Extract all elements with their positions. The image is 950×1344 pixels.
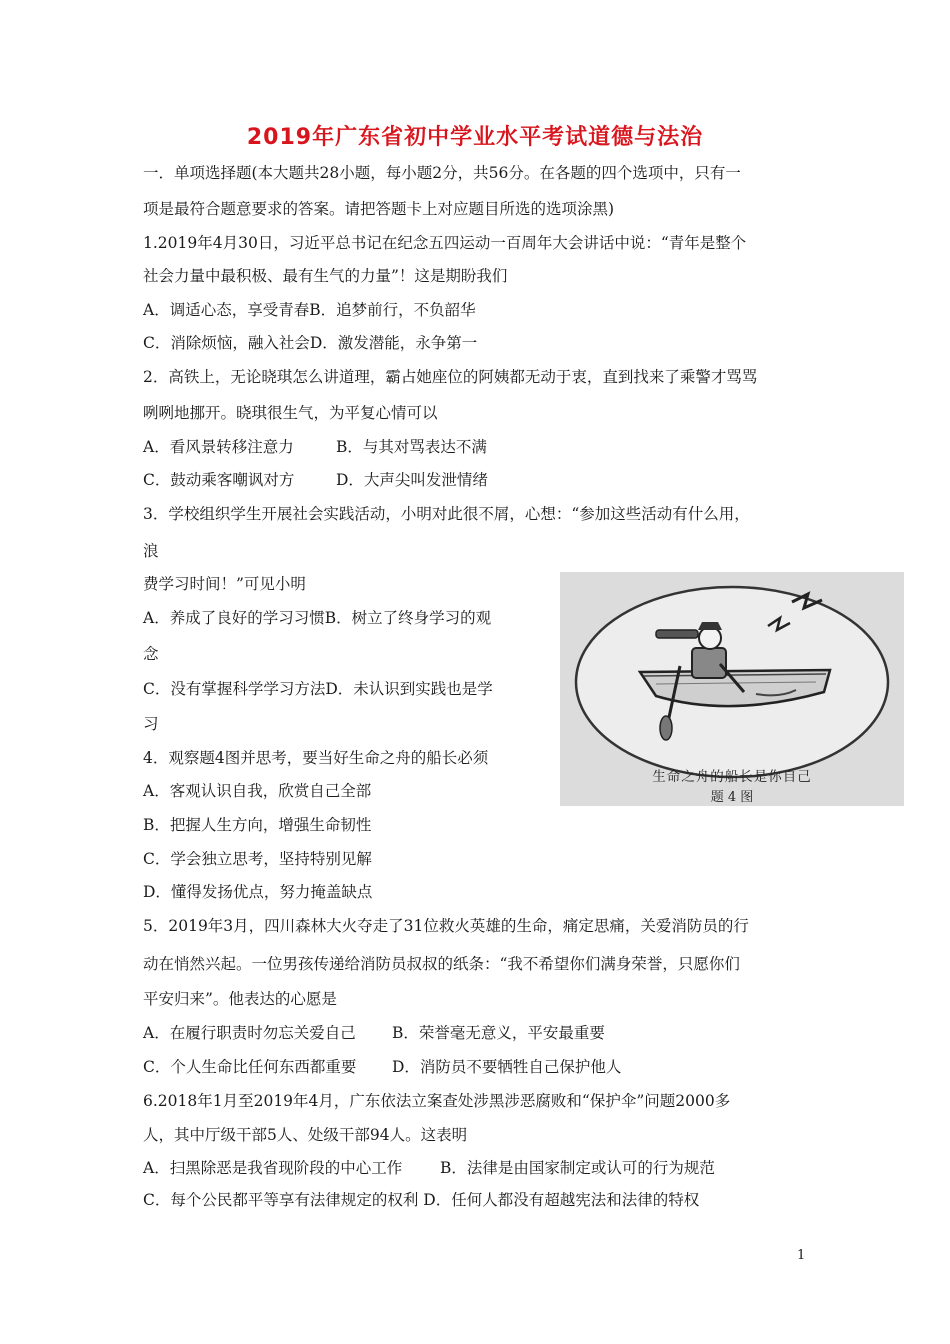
q4-stem: 4．观察题4图并思考，要当好生命之舟的船长必须: [143, 749, 489, 767]
q3-options-cd-line-2: 习: [143, 715, 159, 733]
q4-option-d: D．懂得发扬优点，努力掩盖缺点: [143, 883, 373, 901]
q4-option-a: A．客观认识自我，欣赏自己全部: [143, 782, 372, 800]
q5-option-a: A．在履行职责时勿忘关爱自己: [143, 1024, 356, 1042]
q1-stem-line-2: 社会力量中最积极、最有生气的力量”！这是期盼我们: [143, 267, 508, 285]
q5-stem-line-3: 平安归来”。他表达的心愿是: [143, 990, 337, 1008]
q2-stem-line-2: 咧咧地挪开。晓琪很生气，为平复心情可以: [143, 404, 438, 422]
q3-stem-line-2: 浪: [143, 542, 159, 560]
q3-stem-line-1: 3．学校组织学生开展社会实践活动，小明对此很不屑，心想：“参加这些活动有什么用，: [143, 505, 750, 523]
q2-option-c: C．鼓动乘客嘲讽对方: [143, 471, 295, 489]
q1-stem-line-1: 1.2019年4月30日，习近平总书记在纪念五四运动一百周年大会讲话中说：“青年是整个: [143, 234, 747, 252]
q3-stem-line-3: 费学习时间！”可见小明: [143, 575, 306, 593]
page-title: 2019年广东省初中学业水平考试道德与法治: [246, 125, 704, 150]
q3-options-ab-line-1: A．养成了良好的学习习惯B．树立了终身学习的观: [143, 609, 492, 627]
q6-options-cd: C．每个公民都平等享有法律规定的权利 D．任何人都没有超越宪法和法律的特权: [143, 1191, 700, 1209]
q6-option-b: B．法律是由国家制定或认可的行为规范: [440, 1159, 715, 1177]
q2-option-a: A．看风景转移注意力: [143, 438, 294, 456]
figure-label: 题 4 图: [710, 790, 754, 805]
figure-caption: 生命之舟的船长是你自己: [652, 769, 812, 785]
q6-options-ab: [143, 1157, 715, 1179]
q6-stem-line-1: 6.2018年1月至2019年4月，广东依法立案查处涉黑涉恶腐败和“保护伞”问题2000多: [143, 1092, 731, 1110]
q4-option-c: C．学会独立思考，坚持特别见解: [143, 850, 372, 868]
q2-options-cd: [143, 469, 488, 491]
q3-options-cd-line-1: C．没有掌握科学学习方法D．未认识到实践也是学: [143, 680, 493, 698]
q1-options-cd: C．消除烦恼，融入社会D．激发潜能，永争第一: [143, 334, 478, 352]
q5-options-cd: [143, 1056, 621, 1078]
q3-options-ab-line-2: 念: [143, 645, 159, 663]
q4-option-b: B．把握人生方向，增强生命韧性: [143, 816, 372, 834]
q5-option-d: D．消防员不要牺牲自己保护他人: [392, 1058, 622, 1076]
q2-options-ab: [143, 436, 487, 458]
q4-figure: [560, 572, 904, 806]
q2-option-b: B．与其对骂表达不满: [336, 438, 487, 456]
q5-option-b: B．荣誉毫无意义，平安最重要: [392, 1024, 605, 1042]
q5-options-ab: [143, 1022, 605, 1044]
q6-option-a: A．扫黑除恶是我省现阶段的中心工作: [143, 1159, 403, 1177]
section-intro-line-2: 项是最符合题意要求的答案。请把答题卡上对应题目所选的选项涂黑): [143, 200, 615, 218]
section-intro-line-1: 一．单项选择题(本大题共28小题，每小题2分，共56分。在各题的四个选项中，只有一: [143, 164, 741, 182]
q1-options-ab: A．调适心态，享受青春B．追梦前行，不负韶华: [143, 301, 476, 319]
page-number: 1: [797, 1248, 806, 1263]
q6-stem-line-2: 人，其中厅级干部5人、处级干部94人。这表明: [143, 1126, 468, 1144]
q5-stem-line-1: 5．2019年3月，四川森林大火夺走了31位救火英雄的生命，痛定思痛，关爱消防员的行: [143, 917, 749, 935]
q5-stem-line-2: 动在悄然兴起。一位男孩传递给消防员叔叔的纸条：“我不希望你们满身荣誉，只愿你们: [143, 955, 740, 973]
q2-stem-line-1: 2．高铁上，无论晓琪怎么讲道理，霸占她座位的阿姨都无动于衷，直到找来了乘警才骂骂: [143, 368, 758, 386]
q5-option-c: C．个人生命比任何东西都重要: [143, 1058, 357, 1076]
q2-option-d: D．大声尖叫发泄情绪: [336, 471, 488, 489]
